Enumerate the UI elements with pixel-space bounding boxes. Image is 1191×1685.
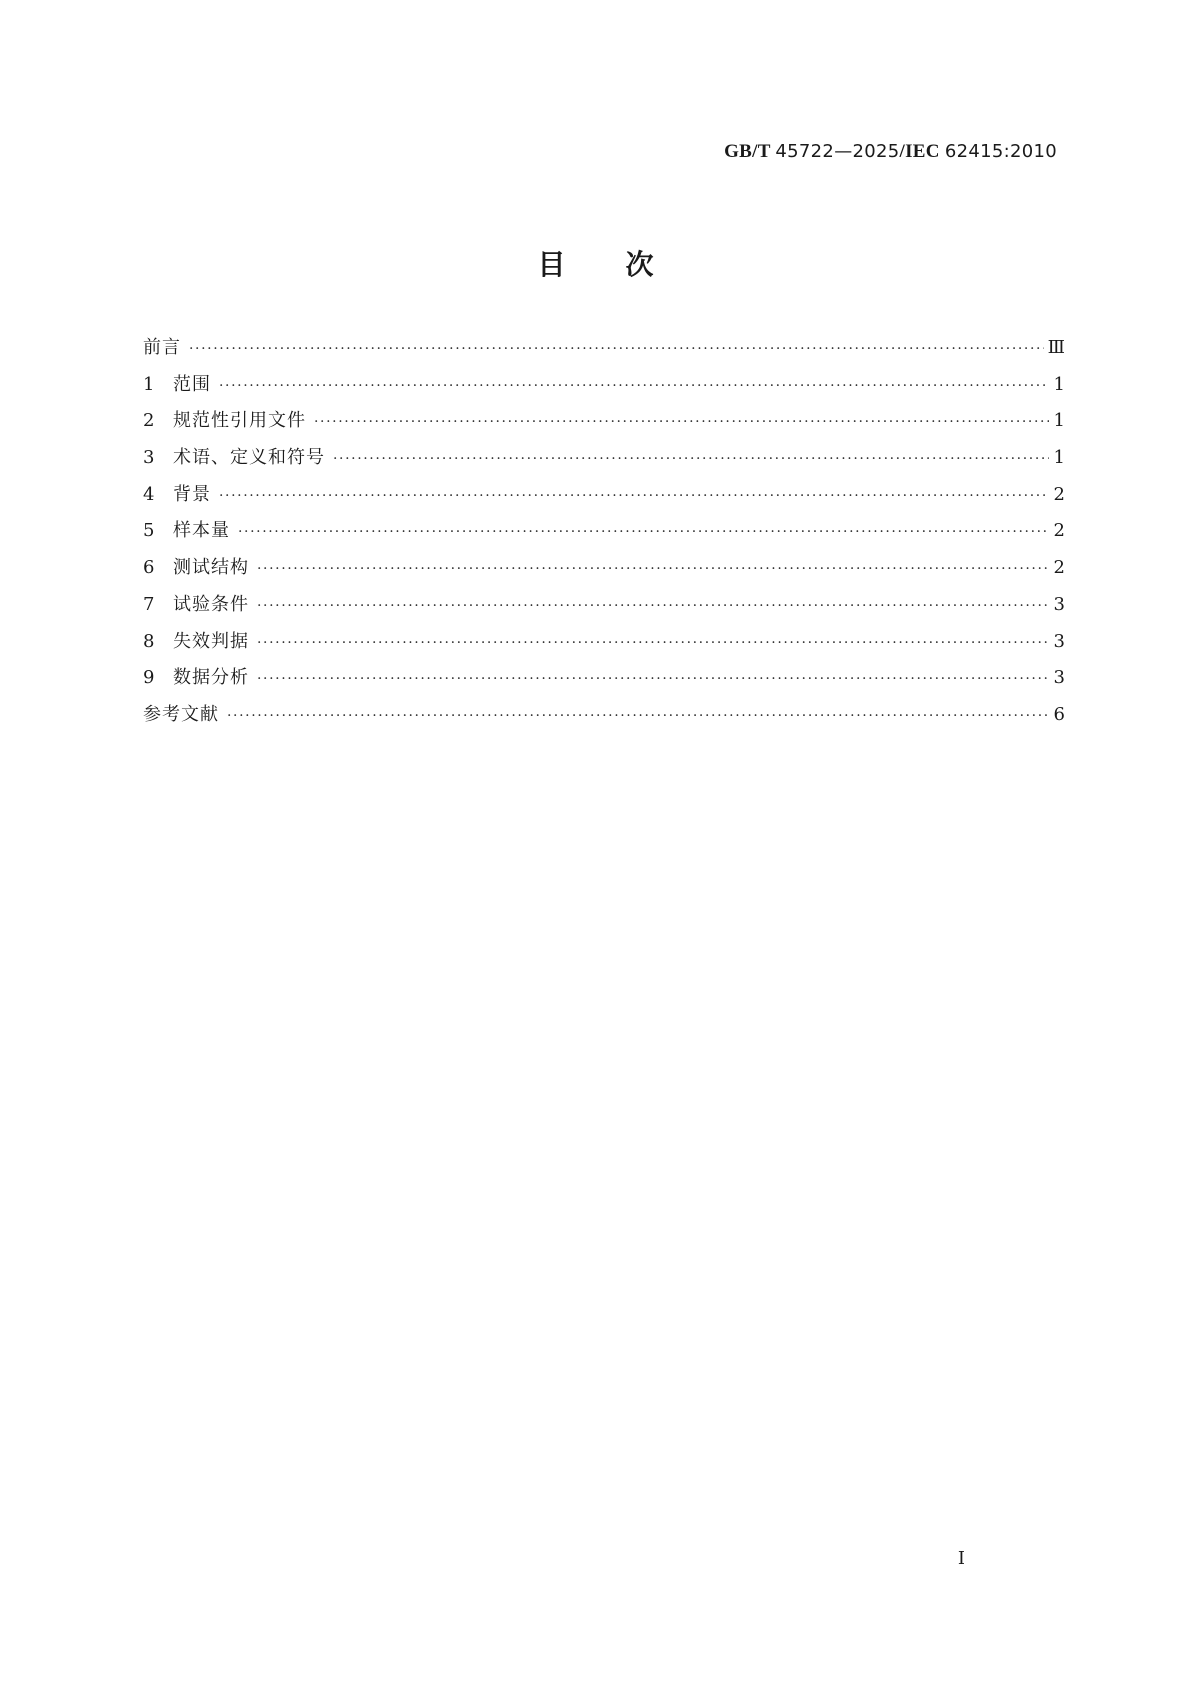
toc-entry-page: 1: [1053, 447, 1065, 469]
toc-entry-page: 1: [1053, 373, 1065, 395]
toc-leader-dots: [238, 520, 1049, 544]
standard-code-iec-number: 62415:2010: [944, 141, 1057, 162]
page-number: Ⅰ: [957, 1548, 965, 1569]
toc-entry-page: 6: [1053, 703, 1065, 725]
toc-entry-number: 5: [143, 520, 155, 542]
toc-leader-dots: [314, 410, 1049, 434]
toc-entry-5[interactable]: [143, 519, 1065, 556]
toc-entry-page: 3: [1053, 593, 1065, 615]
standard-code-year: 2025: [852, 141, 900, 162]
page-title: 目次: [537, 248, 714, 281]
standard-code-prefix: GB/T: [724, 141, 771, 162]
toc-entry-9[interactable]: [143, 666, 1065, 703]
standard-code: [724, 141, 1057, 163]
toc-leader-dots: [219, 484, 1049, 508]
standard-code-dash: —: [834, 141, 853, 162]
toc-leader-dots: [257, 631, 1049, 655]
toc-entry-label: 测试结构: [173, 557, 249, 579]
toc-leader-dots: [333, 447, 1049, 471]
toc-entry-page: 3: [1053, 630, 1065, 652]
toc-entry-label: 样本量: [173, 520, 230, 542]
toc-entry-number: 6: [143, 557, 155, 579]
toc-entry-number: 9: [143, 667, 155, 689]
toc-entry-label: 试验条件: [173, 593, 249, 615]
toc-entry-number: 3: [143, 447, 155, 469]
toc-entry-6[interactable]: [143, 556, 1065, 593]
toc-entry-number: 7: [143, 593, 155, 615]
toc-entry-label: 失效判据: [173, 630, 249, 652]
toc-entry-8[interactable]: [143, 630, 1065, 667]
table-of-contents: [143, 336, 1065, 740]
toc-entry-label: 前言: [143, 337, 181, 358]
toc-entry-bibliography[interactable]: [143, 703, 1065, 740]
toc-entry-label: 术语、定义和符号: [173, 447, 325, 469]
standard-code-number: 45722: [775, 141, 835, 162]
toc-entry-number: 1: [143, 373, 155, 395]
toc-leader-dots: [189, 337, 1044, 361]
toc-entry-3[interactable]: [143, 446, 1065, 483]
toc-entry-label: 背景: [173, 483, 211, 505]
toc-entry-number: 2: [143, 410, 155, 432]
standard-code-iec-prefix: /IEC: [899, 141, 940, 162]
toc-entry-foreword[interactable]: [143, 336, 1065, 373]
toc-leader-dots: [257, 594, 1049, 618]
toc-entry-label: 范围: [173, 373, 211, 395]
toc-entry-label: 规范性引用文件: [173, 410, 306, 432]
toc-entry-page: 2: [1053, 483, 1065, 505]
toc-entry-page: Ⅲ: [1047, 337, 1065, 358]
toc-entry-label: 数据分析: [173, 667, 249, 689]
toc-leader-dots: [227, 704, 1049, 728]
toc-entry-label: 参考文献: [143, 703, 219, 725]
toc-leader-dots: [257, 667, 1049, 691]
toc-entry-4[interactable]: [143, 483, 1065, 520]
toc-leader-dots: [257, 557, 1049, 581]
toc-entry-2[interactable]: [143, 409, 1065, 446]
toc-entry-number: 4: [143, 483, 155, 505]
toc-entry-page: 1: [1053, 410, 1065, 432]
toc-leader-dots: [219, 374, 1049, 398]
toc-entry-page: 2: [1053, 557, 1065, 579]
toc-entry-page: 3: [1053, 667, 1065, 689]
toc-entry-page: 2: [1053, 520, 1065, 542]
toc-entry-number: 8: [143, 630, 155, 652]
toc-entry-7[interactable]: [143, 593, 1065, 630]
toc-entry-1[interactable]: [143, 373, 1065, 410]
